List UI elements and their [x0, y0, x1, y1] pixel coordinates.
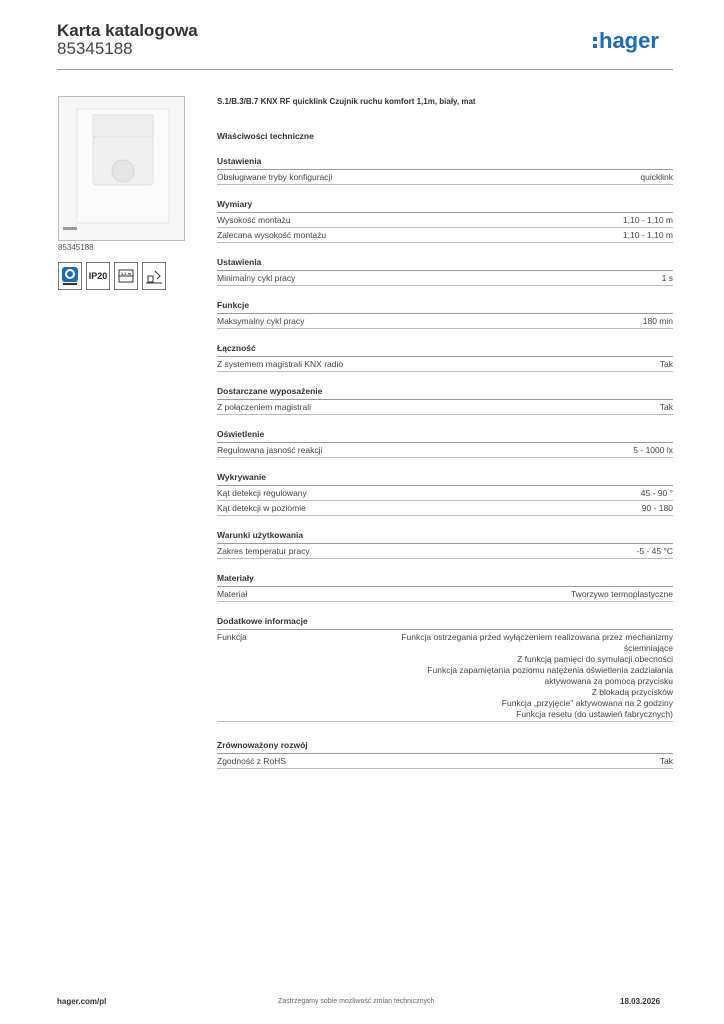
spec-group — [217, 573, 673, 602]
spec-value: 1 s — [661, 273, 673, 283]
spec-value: Tak — [659, 359, 673, 369]
group-title: Łączność — [217, 343, 673, 357]
function-line: Funkcja „przyjęcie" aktywowana na 2 godziny — [501, 698, 673, 708]
function-line: Funkcja zapamiętania poziomu natężenia oświetlenia zadziałania — [427, 665, 673, 675]
group-title: Zrównoważony rozwój — [217, 740, 673, 754]
spec-group — [217, 386, 673, 415]
spec-value: 1,10 - 1,10 m — [622, 215, 673, 225]
spec-value: 5 - 1000 lx — [633, 445, 673, 455]
mounting-height-icon — [114, 262, 138, 290]
mount-label: 1,1 m — [121, 271, 132, 276]
spec-label: Z systemem magistrali KNX radio — [217, 359, 344, 369]
installation-icon — [142, 262, 166, 290]
spec-group — [217, 343, 673, 372]
spec-label: Materiał — [217, 589, 248, 599]
group-title: Funkcje — [217, 300, 673, 314]
spec-group — [217, 199, 673, 243]
spec-value: Tak — [659, 402, 673, 412]
extra-info-group — [217, 616, 673, 722]
group-title: Wymiary — [217, 199, 673, 213]
spec-row — [217, 271, 673, 286]
spec-group — [217, 257, 673, 286]
function-line: Z funkcją pamięci do symulacji obecności — [517, 654, 673, 664]
spec-value-multiline — [401, 632, 673, 720]
spec-row — [217, 587, 673, 602]
spec-row — [217, 486, 673, 501]
quicklink-icon — [58, 262, 82, 290]
spec-value: Tak — [659, 756, 673, 766]
spec-value: 45 - 90 ° — [640, 488, 673, 498]
hager-logo — [592, 27, 674, 55]
spec-label: Kąt detekcji w poziomie — [217, 503, 306, 513]
spec-row — [217, 630, 673, 722]
spec-value: Tworzywo termoplastyczne — [570, 589, 673, 599]
page-title: Karta katalogowa — [57, 21, 198, 40]
spec-label: Funkcja — [217, 632, 247, 642]
spec-label: Zalecana wysokość montażu — [217, 230, 327, 240]
footer-date: 18.03.2026 — [620, 997, 661, 1006]
function-line: aktywowana za pomocą przycisku — [544, 676, 673, 686]
spec-label: Wysokość montażu — [217, 215, 291, 225]
group-title: Ustawienia — [217, 156, 673, 170]
spec-row — [217, 357, 673, 372]
logo-text: hager — [599, 28, 659, 53]
group-title: Oświetlenie — [217, 429, 673, 443]
spec-label: Regulowana jasność reakcji — [217, 445, 323, 455]
product-image — [58, 96, 185, 241]
product-name: S.1/B.3/B.7 KNX RF quicklink Czujnik ruchu komfort 1,1m, biały, mat — [217, 97, 476, 106]
article-number: 85345188 — [58, 243, 94, 252]
spec-row — [217, 501, 673, 516]
spec-row — [217, 170, 673, 185]
spec-row — [217, 314, 673, 329]
section-title: Właściwości techniczne — [217, 131, 314, 141]
spec-label: Kąt detekcji regulowany — [217, 488, 307, 498]
sustainability-group — [217, 740, 673, 769]
spec-group — [217, 300, 673, 329]
spec-label: Z połączeniem magistrali — [217, 402, 312, 412]
group-title: Dostarczane wyposażenie — [217, 386, 673, 400]
group-title: Dodatkowe informacje — [217, 616, 673, 630]
function-line: Funkcja ostrzegania przed wyłączeniem realizowana przez mechanizmy — [401, 632, 673, 642]
spec-row — [217, 213, 673, 228]
spec-row — [217, 400, 673, 415]
spec-value: -5 - 45 °C — [636, 546, 673, 556]
group-title: Wykrywanie — [217, 472, 673, 486]
feature-badges — [58, 262, 166, 290]
spec-groups — [217, 156, 673, 783]
function-line: ściemniające — [623, 643, 673, 653]
group-title: Warunki użytkowania — [217, 530, 673, 544]
spec-label: Minimalny cykl pracy — [217, 273, 296, 283]
header-divider — [57, 69, 673, 70]
function-line: Funkcja resetu (do ustawień fabrycznych) — [516, 709, 673, 719]
spec-row — [217, 443, 673, 458]
group-title: Materiały — [217, 573, 673, 587]
spec-value: 1,10 - 1,10 m — [622, 230, 673, 240]
spec-label: Maksymalny cykl pracy — [217, 316, 305, 326]
ip-label: IP20 — [88, 271, 108, 281]
function-line: Z blokadą przycisków — [591, 687, 673, 697]
spec-row — [217, 754, 673, 769]
spec-value: 90 - 180 — [641, 503, 673, 513]
catalog-number: 85345188 — [57, 39, 133, 58]
ip20-badge — [86, 262, 110, 290]
spec-group — [217, 530, 673, 559]
spec-group — [217, 472, 673, 516]
spec-label: Zgodność z RoHS — [217, 756, 286, 766]
spec-group — [217, 429, 673, 458]
spec-value: quicklink — [640, 172, 673, 182]
footer-website[interactable]: hager.com/pl — [57, 997, 107, 1006]
footer-disclaimer: Zastrzegamy sobie możliwość zmian technicznych — [278, 998, 435, 1005]
spec-value: 180 min — [642, 316, 673, 326]
spec-row — [217, 228, 673, 243]
group-title: Ustawienia — [217, 257, 673, 271]
spec-group — [217, 156, 673, 185]
spec-row — [217, 544, 673, 559]
spec-label: Zakres temperatur pracy — [217, 546, 310, 556]
spec-label: Obsługiwane tryby konfiguracji — [217, 172, 333, 182]
